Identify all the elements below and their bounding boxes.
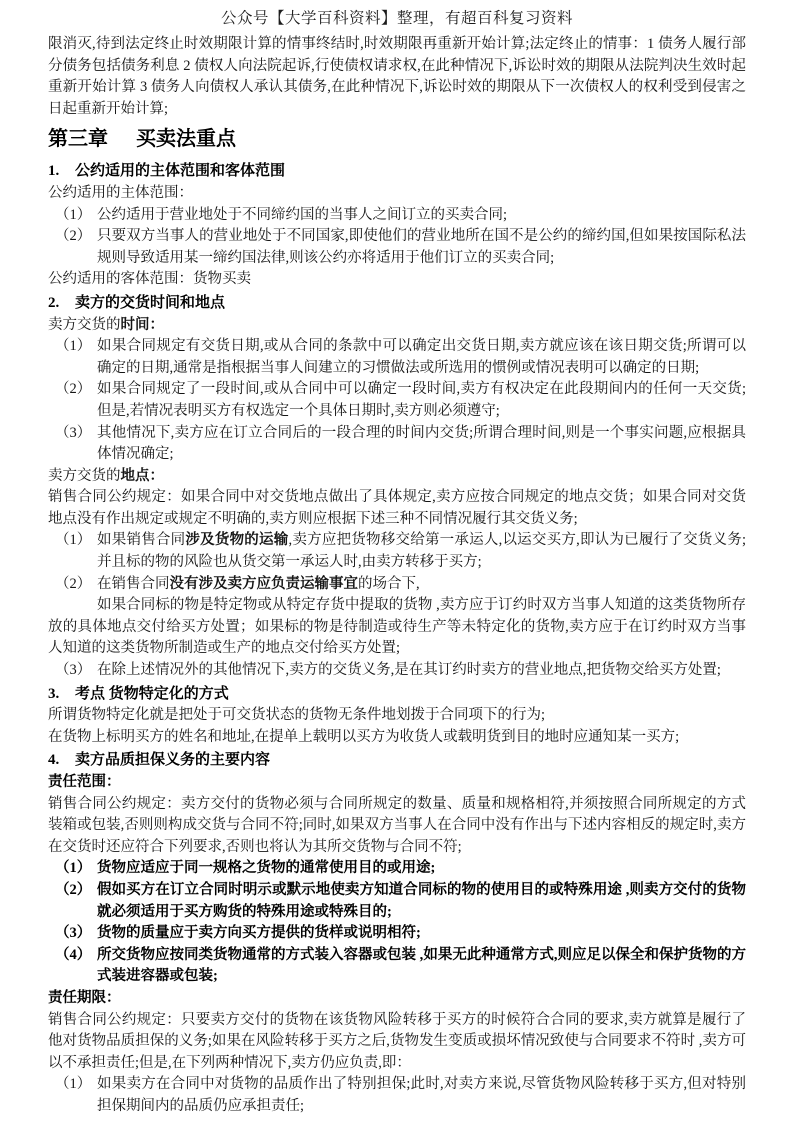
item-text: 如果卖方在合同中对货物的品质作出了特别担保;此时,对卖方来说,尽管货物风险转移于买方,但对特别担保期间内的品质仍应承担责任; bbox=[97, 1076, 746, 1114]
section-1-lead: 公约适用的主体范围： bbox=[48, 184, 193, 201]
item-number: （2） bbox=[55, 381, 92, 398]
item-text: 其他情况下,卖方应在订立合同后的一段合理的时间内交货;所谓合理时间,则是一个事实问题,应根据具体情况确定; bbox=[97, 424, 746, 463]
delivery-place-intro: 销售合同公约规定：如果合同中对交货地点做出了具体规定,卖方应按合同规定的地点交货；如果合同对交货地点没有作出规定或规定不明确的,卖方则应根据下述三种不同情况履行其交货义务; bbox=[48, 489, 746, 527]
item-text-plain: 如果销售合同 bbox=[97, 532, 186, 549]
item-text: 在除上述情况外的其他情况下,卖方的交货义务,是在其订约时卖方的营业地点,把货物交给买方处置; bbox=[97, 662, 721, 679]
document-body bbox=[48, 34, 746, 1118]
item-number: （1） bbox=[55, 206, 92, 223]
item-text-emphasis: 涉及货物的运输 bbox=[185, 532, 289, 549]
intro-paragraph: 限消灭,待到法定终止时效期限计算的情事终结时,时效期限再重新开始计算;法定终止的情事：1 债务人履行部分债务包括债务利息 2 债权人向法院起诉,行使债权请求权,在此种情况下,诉讼时效的期限从法院判决生效时起重新开始计算 3 债务人向债权人承认其债务,在此种情况下,诉讼时效的期限从下一次债权人的权利受到侵害之日起重新开始计算; bbox=[48, 36, 746, 117]
item-text: 货物的质量应于卖方向买方提供的货样或说明相符; bbox=[97, 925, 421, 942]
item-number: （4） bbox=[55, 946, 92, 963]
delivery-time-lead bbox=[48, 315, 746, 337]
item-number: （2） bbox=[55, 881, 92, 898]
section-4-title: 卖方品质担保义务的主要内容 bbox=[75, 752, 271, 769]
item-number: （3） bbox=[55, 925, 92, 942]
scope-label: 责任范围： bbox=[48, 774, 121, 790]
item-text-emphasis: 没有涉及卖方应负责运输事宜 bbox=[169, 575, 358, 592]
section-4-number: 4. bbox=[48, 752, 60, 769]
list-item bbox=[48, 945, 746, 988]
item-text-plain: 在销售合同 bbox=[97, 575, 170, 592]
lead-text: 卖方交货的 bbox=[48, 467, 121, 484]
paragraph: 在货物上标明买方的姓名和地址,在提单上载明以买方为收货人或载明货到目的地时应通知某一买方; bbox=[48, 728, 680, 745]
item-text: 货物应适应于同一规格之货物的通常使用目的或用途; bbox=[97, 860, 436, 877]
delivery-place-detail: 如果合同标的物是特定物或从特定存货中提取的货物 ,卖方应于订约时双方当事人知道的这类货物所存放的具体地点交付给买方处置；如果标的物是待制造或待生产等未特定化的货物,卖方应于在订约时双方当事人知道的这类货物所制造或生产的地点交付给买方处置; bbox=[48, 597, 746, 657]
list-item bbox=[48, 880, 746, 923]
section-3-number: 3. bbox=[48, 685, 60, 702]
section-2-heading bbox=[48, 293, 746, 315]
item-number: （1） bbox=[55, 338, 92, 355]
lead-emphasis: 时间： bbox=[120, 316, 164, 333]
item-number: （3） bbox=[55, 424, 92, 441]
chapter-heading bbox=[48, 126, 746, 152]
item-number: （1） bbox=[55, 532, 92, 549]
item-text bbox=[97, 530, 746, 573]
period-label: 责任期限： bbox=[48, 989, 121, 1006]
section-3-heading bbox=[48, 684, 746, 706]
page-header: 公众号【大学百科资料】整理，有超百科复习资料 bbox=[220, 10, 573, 27]
list-item bbox=[48, 205, 746, 227]
list-item bbox=[48, 858, 746, 880]
section-4-heading bbox=[48, 750, 746, 772]
list-item bbox=[48, 923, 746, 945]
list-item bbox=[48, 379, 746, 422]
section-2-number: 2. bbox=[48, 294, 60, 311]
section-1-heading bbox=[48, 161, 746, 183]
item-number: （1） bbox=[55, 1076, 92, 1093]
delivery-place-lead bbox=[48, 466, 746, 488]
paragraph: 所谓货物特定化就是把处于可交货状态的货物无条件地划拨于合同项下的行为; bbox=[48, 707, 546, 724]
list-item bbox=[48, 336, 746, 379]
chapter-number: 第三章 bbox=[48, 128, 108, 151]
list-item bbox=[48, 1074, 746, 1117]
item-text bbox=[97, 574, 746, 596]
item-text: 公约适用于营业地处于不同缔约国的当事人之间订立的买卖合同; bbox=[97, 206, 508, 223]
item-text: 只要双方当事人的营业地处于不同国家,即使他们的营业地所在国不是公约的缔约国,但如果按国际私法规则导致适用某一缔约国法律,则该公约亦将适用于他们订立的买卖合同; bbox=[97, 228, 746, 266]
list-item bbox=[48, 423, 746, 466]
section-1-tail: 公约适用的客体范围：货物买卖 bbox=[48, 271, 251, 288]
list-item bbox=[48, 530, 746, 573]
section-1-title: 公约适用的主体范围和客体范围 bbox=[75, 163, 286, 180]
list-item bbox=[48, 226, 746, 269]
lead-text: 卖方交货的 bbox=[48, 316, 121, 333]
item-number: （3） bbox=[55, 662, 92, 679]
item-text: 如果合同规定了一段时间,或从合同中可以确定一段时间,卖方有权决定在此段期间内的任何一天交货;但是,若情况表明买方有权选定一个具体日期时,卖方则必须遵守; bbox=[97, 381, 746, 419]
list-item bbox=[48, 574, 746, 596]
item-number: （2） bbox=[55, 575, 92, 592]
chapter-title: 买卖法重点 bbox=[136, 128, 236, 151]
list-item bbox=[48, 660, 746, 682]
item-text: 如果合同规定有交货日期,或从合同的条款中可以确定出交货日期,卖方就应该在该日期交货;所谓可以确定的日期,通常是指根据当事人间建立的习惯做法或所选用的惯例或情况表明可以确定的日期; bbox=[97, 338, 746, 376]
lead-emphasis: 地点： bbox=[120, 467, 164, 484]
section-1-number: 1. bbox=[48, 163, 60, 180]
item-text: 假如买方在订立合同时明示或默示地使卖方知道合同标的物的使用目的或特殊用途 ,则卖方交付的货物就必须适用于买方购货的特殊用途或特殊目的; bbox=[97, 881, 746, 920]
section-3-title: 考点 货物特定化的方式 bbox=[75, 685, 229, 702]
item-text-plain: 的场合下, bbox=[358, 575, 420, 592]
item-text-plain: ,卖方应把货物移交给第一承运人,以运交买方,即认为已履行了交货义务;并且标的物的风险也从货交第一承运人时,由卖方转移于买方; bbox=[97, 532, 747, 571]
scope-intro: 销售合同公约规定：卖方交付的货物必须与合同所规定的数量、质量和规格相符,并须按照合同所规定的方式装箱或包装,否则则构成交货与合同不符;同时,如果双方当事人在合同中没有作出与下述内容相反的规定时,卖方在交货时还应符合下列要求,否则也将认为其所交货物与合同不符; bbox=[48, 795, 746, 855]
item-number: （2） bbox=[55, 228, 92, 245]
item-number: （1） bbox=[55, 860, 92, 877]
item-text: 所交货物应按同类货物通常的方式装入容器或包装 ,如果无此种通常方式,则应足以保全和保护货物的方式装进容器或包装; bbox=[97, 946, 746, 985]
section-2-title: 卖方的交货时间和地点 bbox=[75, 294, 226, 311]
period-intro: 销售合同公约规定：只要卖方交付的货物在该货物风险转移于买方的时候符合合同的要求,卖方就算是履行了他对货物品质担保的义务;如果在风险转移于买方之后,货物发生变质或损坏情况致使与合同要求不符时 ,卖方可以不承担责任;但是,在下列两种情况下,卖方仍应负责,即： bbox=[48, 1011, 746, 1071]
